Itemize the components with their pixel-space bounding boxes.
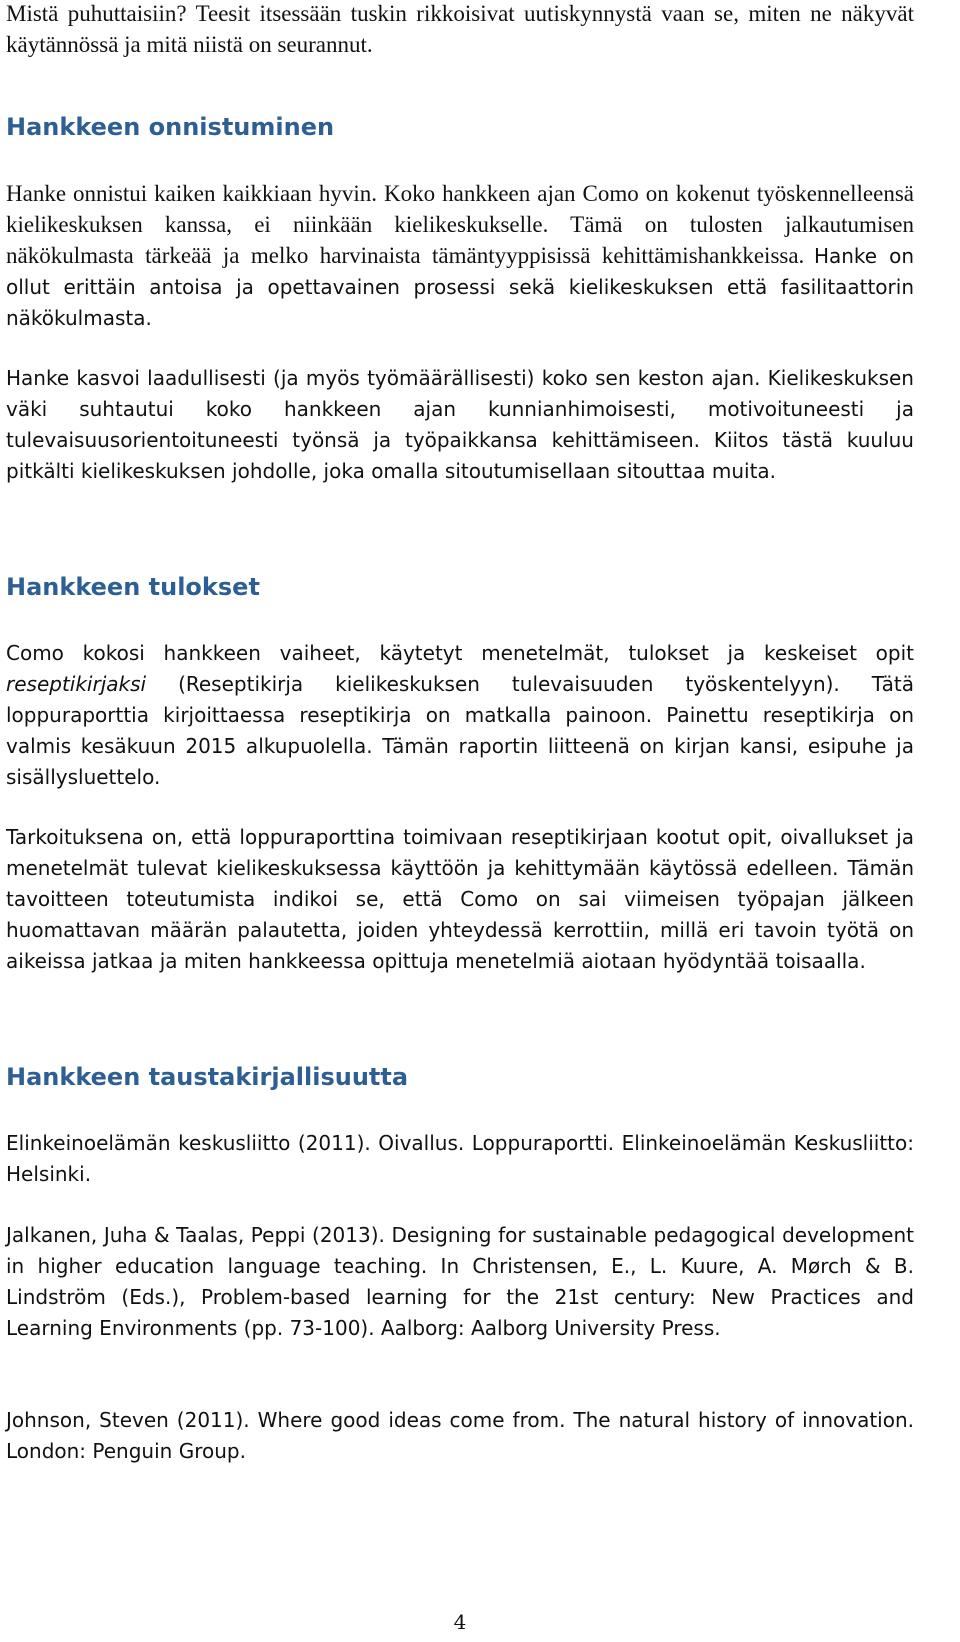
reference-item: Elinkeinoelämän keskusliitto (2011). Oivallus. Loppuraportti. Elinkeinoelämän Keskusliitto: Helsinki. [6,1131,914,1186]
results-paragraph-1-part-b: (Reseptikirja kielikeskuksen tulevaisuuden työskentelyyn). Tätä loppuraporttia kirjoittaessa reseptikirja on matkalla painoon. Painettu reseptikirja on valmis kesäkuun 2015 alkupuolella. Tämän raportin liitteenä on kirjan kansi, esipuhe ja sisällysluettelo. [6,672,914,789]
success-paragraph-1-part-b: Hanke on ollut erittäin antoisa ja opettavainen prosessi sekä kielikeskuksen että fasilitaattorin näkökulmasta. [6,244,914,330]
results-paragraph-2: Tarkoituksena on, että loppuraporttina toimivaan reseptikirjaan kootut opit, oivallukset ja menetelmät tulevat kielikeskuksessa käyttöön ja kehittymään käytössä edelleen. Tämän tavoitteen toteutumista indikoi se, että Como on sai viimeisen työpajan jälkeen huomattavan määrän palautetta, joiden yhteydessä kerrottiin, millä eri tavoin työtä on aikeissa jatkaa ja miten hankkeessa opittuja menetelmiä aiotaan hyödyntää toisaalla. [6,825,914,973]
reference-item: Jalkanen, Juha & Taalas, Peppi (2013). Designing for sustainable pedagogical development in higher education language teaching. In Christensen, E., L. Kuure, A. Mørch & B. Lindström (Eds.), Problem-based learning for the 21st century: New Practices and Learning Environments (pp. 73-100). Aalborg: Aalborg University Press. [6,1223,914,1340]
reference-item: Johnson, Steven (2011). Where good ideas come from. The natural history of innovation. London: Penguin Group. [6,1408,914,1463]
success-paragraph-2: Hanke kasvoi laadullisesti (ja myös työmäärällisesti) koko sen keston ajan. Kielikeskuksen väki suhtautui koko hankkeen ajan kunnianhimoisesti, motivoituneesti ja tulevaisuusorientoituneesti työnsä ja työpaikkansa kehittämiseen. Kiitos tästä kuuluu pitkälti kielikeskuksen johdolle, joka omalla sitoutumisellaan sitouttaa muita. [6,366,914,483]
page-number: 4 [453,1610,467,1634]
success-paragraph-1 [6,178,914,334]
results-paragraph-1-part-a: Como kokosi hankkeen vaiheet, käytetyt menetelmät, tulokset ja keskeiset opit [6,641,914,665]
results-paragraph-1 [6,638,914,793]
section-heading-references: Hankkeen taustakirjallisuutta [6,1063,409,1091]
intro-paragraph: Mistä puhuttaisiin? Teesit itsessään tuskin rikkoisivat uutiskynnystä vaan se, miten ne näkyvät käytännössä ja mitä niistä on seurannut. [6,1,914,57]
section-heading-results: Hankkeen tulokset [6,573,260,601]
recipe-book-term: reseptikirjaksi [6,672,147,696]
section-heading-success: Hankkeen onnistuminen [6,113,335,141]
success-paragraph-1-part-a: Hanke onnistui kaiken kaikkiaan hyvin. Koko hankkeen ajan Como on kokenut työskennelleensä kielikeskuksen kanssa, ei niinkään kielikeskukselle. Tämä on tulosten jalkautumisen näkökulmasta tärkeää ja melko harvinaista tämäntyyppisissä kehittämishankkeissa. [6,181,914,268]
